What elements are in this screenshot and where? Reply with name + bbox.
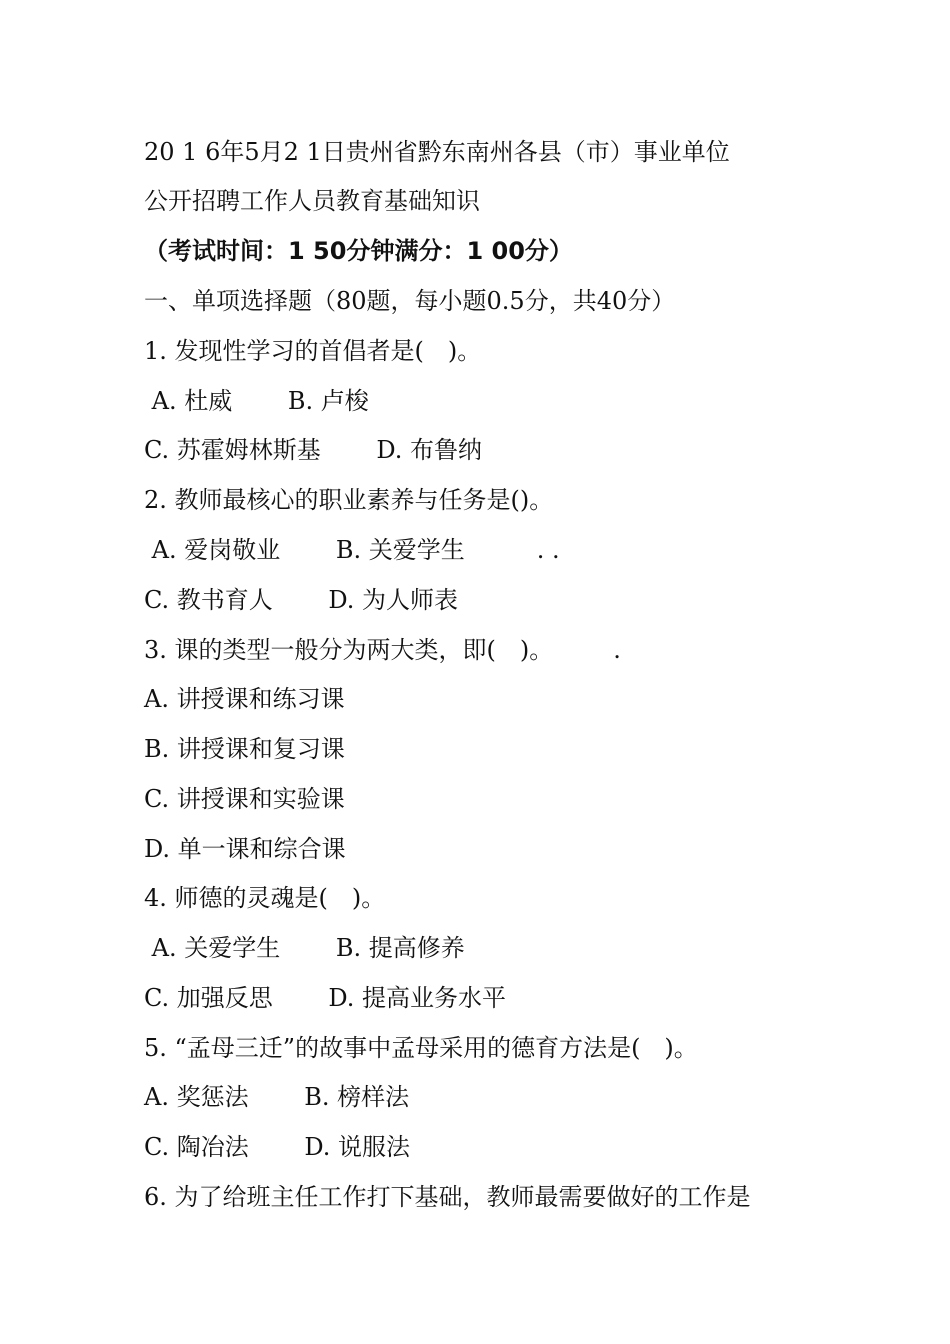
question-1-options-line-1: A. 杜威 B. 卢梭 [144, 387, 369, 415]
question-3-option-b: B. 讲授课和复习课 [144, 735, 345, 763]
document-title-line-2: 公开招聘工作人员教育基础知识 [144, 187, 480, 215]
question-5-options-line-1: A. 奖惩法 B. 榜样法 [144, 1083, 410, 1111]
question-5-stem: 5. “孟母三迁”的故事中孟母采用的德育方法是( )。 [144, 1034, 698, 1062]
question-6-stem: 6. 为了给班主任工作打下基础，教师最需要做好的工作是 [144, 1183, 751, 1211]
question-2-stem: 2. 教师最核心的职业素养与任务是()。 [144, 486, 554, 514]
document-title-line-1: 20 1 6年5月2 1日贵州省黔东南州各县（市）事业单位 [144, 138, 730, 166]
question-2-options-line-2: C. 教书育人 D. 为人师表 [144, 586, 459, 614]
section-heading: 一、单项选择题（80题，每小题0.5分，共40分） [144, 287, 676, 315]
question-5-options-line-2: C. 陶冶法 D. 说服法 [144, 1133, 411, 1161]
question-3-option-a: A. 讲授课和练习课 [144, 685, 345, 713]
question-1-options-line-2: C. 苏霍姆林斯基 D. 布鲁纳 [144, 436, 483, 464]
question-2-options-line-1: A. 爱岗敬业 B. 关爱学生 . . [144, 536, 560, 564]
question-4-options-line-1: A. 关爱学生 B. 提高修养 [144, 934, 465, 962]
question-3-stem: 3. 课的类型一般分为两大类，即( )。 . [144, 636, 621, 664]
question-1-stem: 1. 发现性学习的首倡者是( )。 [144, 337, 482, 365]
exam-info: （考试时间：1 50分钟满分：1 00分） [144, 237, 573, 265]
question-4-options-line-2: C. 加强反思 D. 提高业务水平 [144, 984, 507, 1012]
question-3-option-c: C. 讲授课和实验课 [144, 785, 345, 813]
question-4-stem: 4. 师德的灵魂是( )。 [144, 884, 386, 912]
question-3-option-d: D. 单一课和综合课 [144, 835, 346, 863]
